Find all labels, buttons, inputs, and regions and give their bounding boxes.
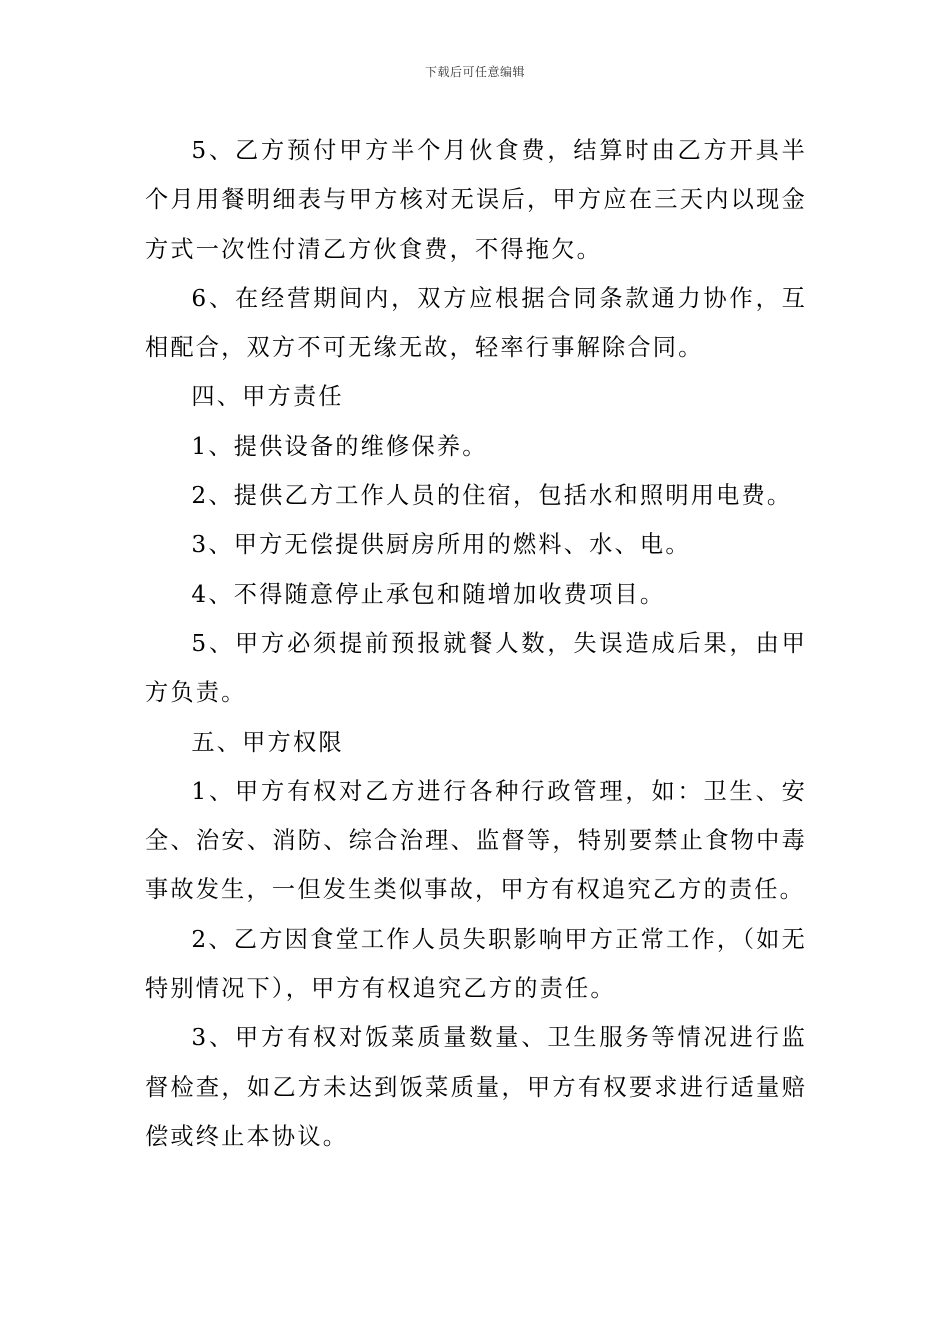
section-heading-party-a-responsibilities: 四、甲方责任 xyxy=(191,383,344,411)
paragraph-administrative-management: 1、甲方有权对乙方进行各种行政管理，如：卫生、安全、治安、消防、综合治理、监督等，特别要禁止食物中毒事故发生，一但发生类似事故，甲方有权追究乙方的责任。 xyxy=(145,777,807,904)
paragraph-quality-supervision: 3、甲方有权对饭菜质量数量、卫生服务等情况进行监督检查，如乙方未达到饭菜质量，甲方有权要求进行适量赔偿或终止本协议。 xyxy=(145,1024,807,1150)
paragraph-accommodation: 2、提供乙方工作人员的住宿，包括水和照明用电费。 xyxy=(191,482,793,510)
page-header-note: 下载后可任意编辑 xyxy=(424,65,525,79)
paragraph-cooperation: 6、在经营期间内，双方应根据合同条款通力协作，互相配合，双方不可无缘无故，轻率行事解除合同。 xyxy=(145,284,807,362)
paragraph-diner-forecast: 5、甲方必须提前预报就餐人数，失误造成后果，由甲方负责。 xyxy=(145,629,807,707)
paragraph-dereliction-liability: 2、乙方因食堂工作人员失职影响甲方正常工作，（如无特别情况下），甲方有权追究乙方的责任。 xyxy=(145,925,807,1003)
document-body xyxy=(145,126,807,1161)
paragraph-no-arbitrary-changes: 4、不得随意停止承包和随增加收费项目。 xyxy=(191,580,666,608)
section-heading-party-a-authority: 五、甲方权限 xyxy=(191,728,344,756)
paragraph-prepay-meal-fee: 5、乙方预付甲方半个月伙食费，结算时由乙方开具半个月用餐明细表与甲方核对无误后，甲方应在三天内以现金方式一次性付清乙方伙食费，不得拖欠。 xyxy=(145,137,807,263)
paragraph-equipment-maintenance: 1、提供设备的维修保养。 xyxy=(191,432,488,460)
paragraph-utilities: 3、甲方无偿提供厨房所用的燃料、水、电。 xyxy=(191,531,691,559)
